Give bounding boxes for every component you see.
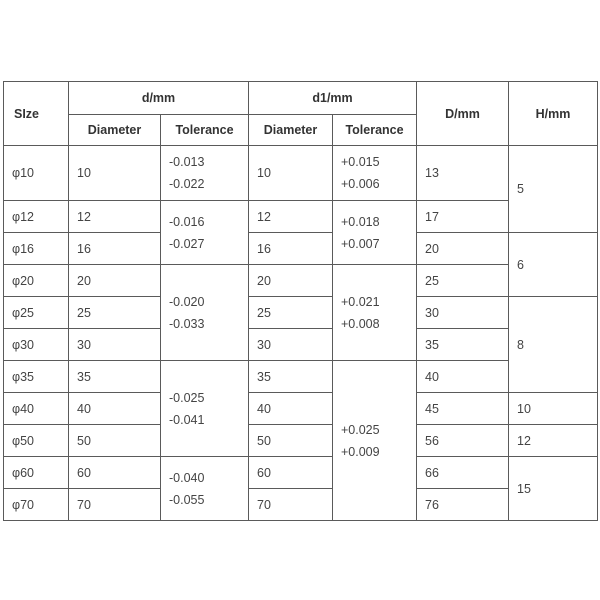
D-cell: 66 [417, 457, 509, 489]
D-cell: 40 [417, 361, 509, 393]
table-row [4, 146, 598, 201]
d-diameter-cell: 30 [69, 329, 161, 361]
table-row [4, 457, 598, 489]
d-diameter-cell: 35 [69, 361, 161, 393]
d-tolerance-cell [161, 201, 249, 265]
size-cell: φ12 [4, 201, 69, 233]
tolerance-upper: +0.025 [341, 422, 380, 437]
d1-tolerance-cell [333, 146, 417, 201]
d1-diameter-cell: 10 [249, 146, 333, 201]
tolerance-lower: -0.055 [169, 492, 205, 507]
size-cell: φ35 [4, 361, 69, 393]
size-header: SIze [4, 82, 69, 146]
size-cell: φ10 [4, 146, 69, 201]
d-tolerance-header: Tolerance [161, 115, 249, 146]
tolerance-lower: -0.033 [169, 316, 205, 331]
D-cell: 20 [417, 233, 509, 265]
d1-tolerance-cell [333, 201, 417, 265]
d-diameter-header: Diameter [69, 115, 161, 146]
d-diameter-cell: 25 [69, 297, 161, 329]
d1-tolerance-cell [333, 361, 417, 521]
D-cell: 17 [417, 201, 509, 233]
size-cell: φ20 [4, 265, 69, 297]
d-tolerance-cell [161, 457, 249, 521]
D-cell: 45 [417, 393, 509, 425]
tolerance-lower: -0.041 [169, 412, 205, 427]
tolerance-upper: -0.040 [169, 470, 205, 485]
tolerance-upper: -0.016 [169, 214, 205, 229]
size-cell: φ25 [4, 297, 69, 329]
d1-group-header: d1/mm [249, 82, 417, 115]
tolerance-lower: +0.006 [341, 177, 380, 191]
tolerance-upper: +0.018 [341, 214, 380, 229]
table-row [4, 393, 598, 425]
d-diameter-cell: 16 [69, 233, 161, 265]
d-diameter-cell: 60 [69, 457, 161, 489]
D-cell: 25 [417, 265, 509, 297]
d1-diameter-cell: 70 [249, 489, 333, 521]
d-diameter-cell: 12 [69, 201, 161, 233]
size-cell: φ70 [4, 489, 69, 521]
d1-diameter-cell: 35 [249, 361, 333, 393]
table-row [4, 329, 598, 361]
D-header: D/mm [417, 82, 509, 146]
d1-diameter-cell: 16 [249, 233, 333, 265]
tolerance-lower: +0.007 [341, 236, 380, 251]
d1-diameter-cell: 60 [249, 457, 333, 489]
d1-diameter-cell: 40 [249, 393, 333, 425]
table-row [4, 297, 598, 329]
D-cell: 30 [417, 297, 509, 329]
size-cell: φ50 [4, 425, 69, 457]
table-row [4, 361, 598, 393]
d-diameter-cell: 20 [69, 265, 161, 297]
size-cell: φ40 [4, 393, 69, 425]
H-cell: 15 [509, 457, 598, 521]
d1-tolerance-cell [333, 265, 417, 361]
H-cell: 6 [509, 233, 598, 297]
table-row [4, 201, 598, 233]
table-row [4, 265, 598, 297]
tolerance-upper: -0.025 [169, 390, 205, 405]
d-group-header: d/mm [69, 82, 249, 115]
tolerance-lower: -0.022 [169, 177, 205, 191]
d1-tolerance-header: Tolerance [333, 115, 417, 146]
H-header: H/mm [509, 82, 598, 146]
H-cell: 5 [509, 146, 598, 233]
size-cell: φ30 [4, 329, 69, 361]
d1-diameter-cell: 25 [249, 297, 333, 329]
tolerance-lower: -0.027 [169, 236, 205, 251]
tolerance-lower: +0.009 [341, 444, 380, 459]
H-cell: 10 [509, 393, 598, 425]
d1-diameter-header: Diameter [249, 115, 333, 146]
d-diameter-cell: 70 [69, 489, 161, 521]
D-cell: 56 [417, 425, 509, 457]
D-cell: 76 [417, 489, 509, 521]
d-tolerance-cell [161, 146, 249, 201]
tolerance-upper: -0.013 [169, 155, 205, 169]
d1-diameter-cell: 30 [249, 329, 333, 361]
tolerance-lower: +0.008 [341, 316, 380, 331]
tolerance-upper: +0.021 [341, 294, 380, 309]
D-cell: 13 [417, 146, 509, 201]
H-cell: 8 [509, 297, 598, 393]
d-tolerance-cell [161, 361, 249, 457]
table-row [4, 233, 598, 265]
d-diameter-cell: 40 [69, 393, 161, 425]
d-diameter-cell: 10 [69, 146, 161, 201]
D-cell: 35 [417, 329, 509, 361]
d-diameter-cell: 50 [69, 425, 161, 457]
d1-diameter-cell: 12 [249, 201, 333, 233]
tolerance-upper: +0.015 [341, 155, 380, 169]
size-cell: φ16 [4, 233, 69, 265]
d1-diameter-cell: 20 [249, 265, 333, 297]
d1-diameter-cell: 50 [249, 425, 333, 457]
H-cell: 12 [509, 425, 598, 457]
table-row [4, 489, 598, 521]
size-cell: φ60 [4, 457, 69, 489]
tolerance-upper: -0.020 [169, 294, 205, 309]
table-row [4, 425, 598, 457]
d-tolerance-cell [161, 265, 249, 361]
spec-table [3, 81, 598, 521]
